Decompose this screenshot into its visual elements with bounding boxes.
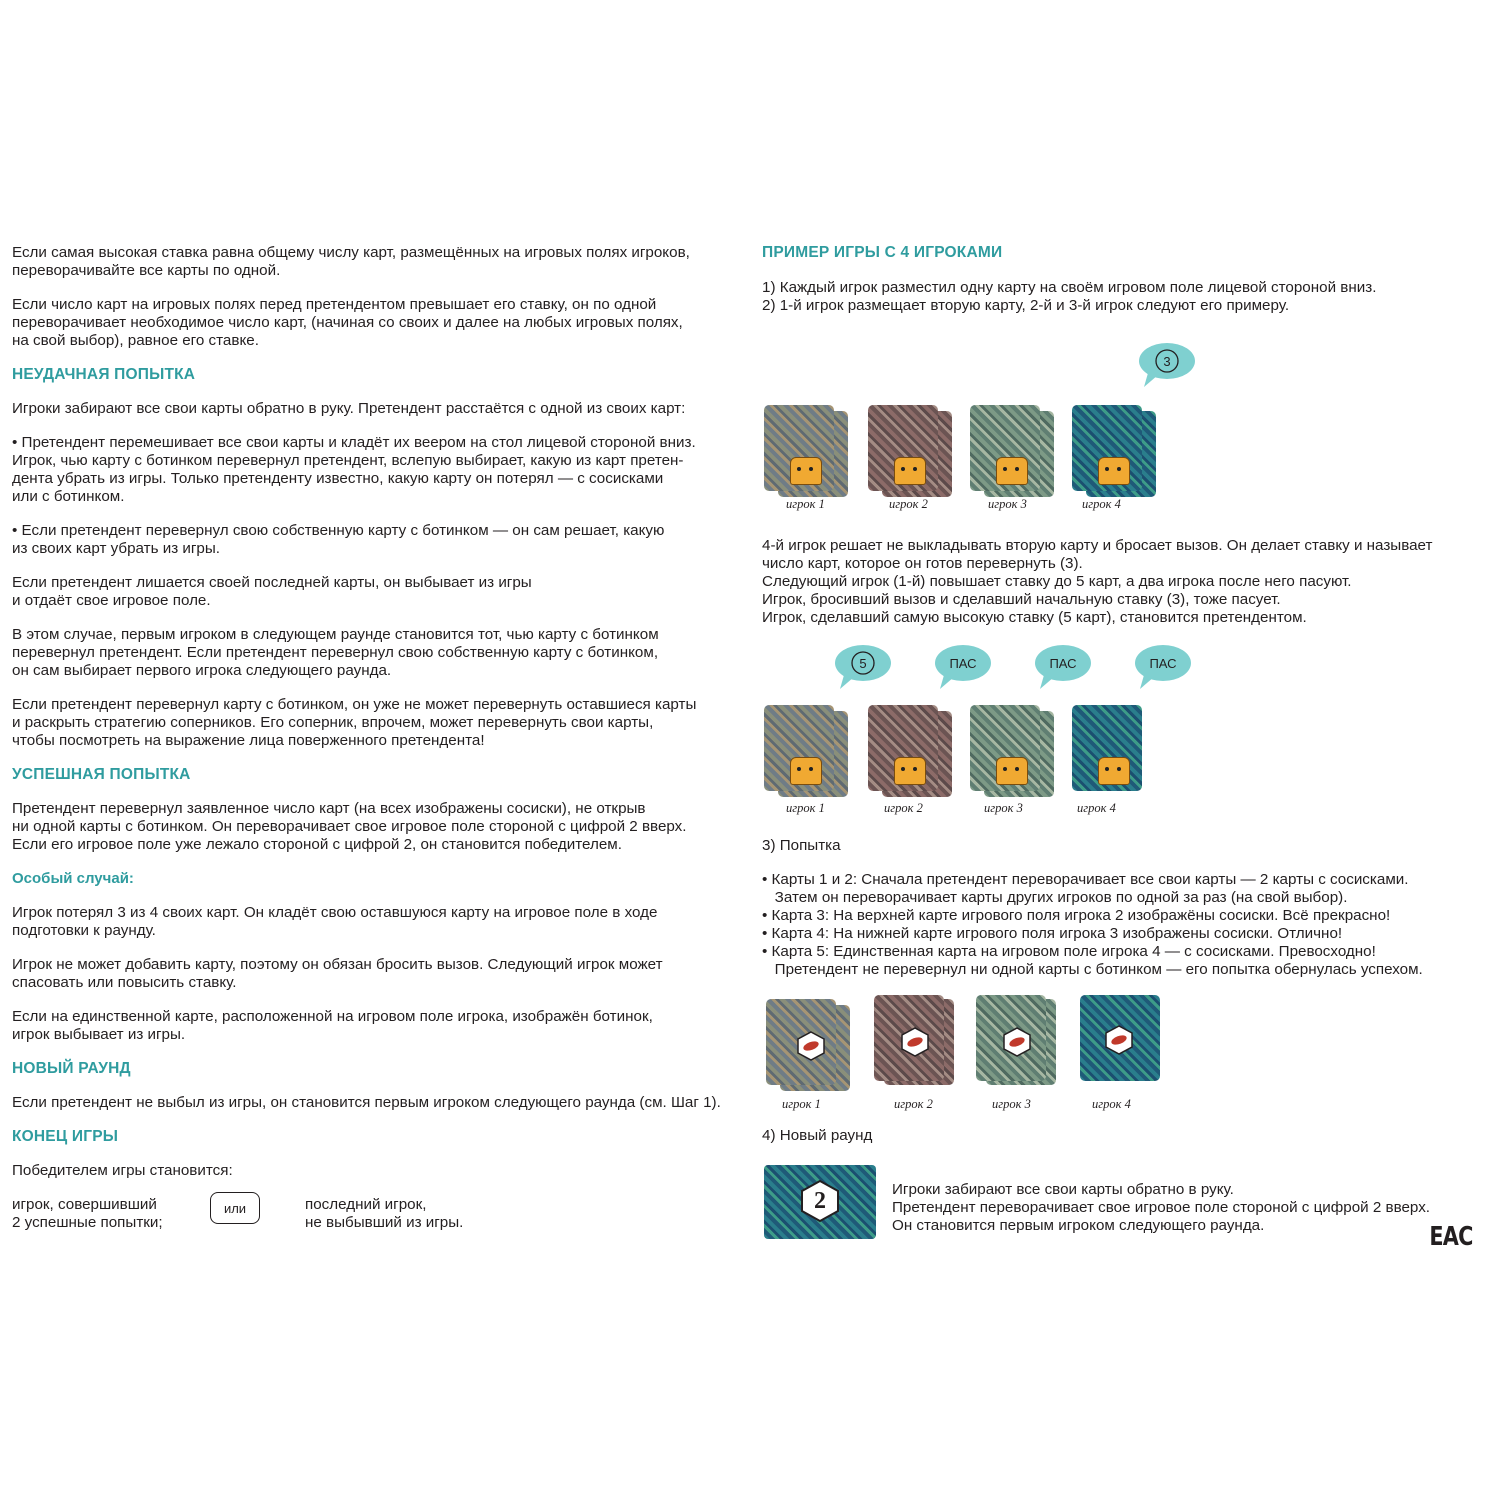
bubble-text: 3 <box>1163 353 1171 369</box>
new-round-paragraph: Игроки забирают все свои карты обратно в руку. Претендент переворачивает свое игровое поле стороной с цифрой 2 вверх. Он становится первым игроком следующего раунда. <box>892 1181 1431 1234</box>
player-3-board <box>970 705 1060 805</box>
cat-icon <box>996 457 1028 485</box>
player-1-board <box>764 705 854 805</box>
special-paragraph-2: Игрок не может добавить карту, поэтому он обязан бросить вызов. Следующий игрок может спасовать или повысить ставку. <box>12 956 663 991</box>
card-front <box>1072 705 1142 791</box>
fail-paragraph-6: Если претендент перевернул карту с ботинком, он уже не может перевернуть оставшиеся карты и раскрыть стратегию соперников. Его соперник, впрочем, может перевернуть свои карты, чтобы посмотреть на выражение лица поверженного претендента! <box>12 696 697 749</box>
pass-bubble-player-3 <box>1032 643 1088 681</box>
example-heading: ПРИМЕР ИГРЫ С 4 ИГРОКАМИ <box>762 244 1003 261</box>
player-label: игрок 2 <box>894 1097 933 1111</box>
end-option-a: игрок, совершивший 2 успешные попытки; <box>12 1196 163 1231</box>
end-game-paragraph: Победителем игры становится: <box>12 1162 233 1179</box>
card-front <box>764 405 834 491</box>
end-option-b: последний игрок, не выбывший из игры. <box>305 1196 464 1231</box>
bid-bubble-player-4 <box>1136 341 1192 379</box>
card-front <box>868 405 938 491</box>
success-paragraph-1: Претендент перевернул заявленное число карт (на всех изображены сосиски), не открыв ни одной карты с ботинком. Он переворачивает свое игровое поле стороной с цифрой 2 вверх. Если его игровое поле уже лежало стороной с цифрой 2, он становится победителем. <box>12 800 687 853</box>
fail-heading: НЕУДАЧНАЯ ПОПЫТКА <box>12 366 196 383</box>
player-label: игрок 3 <box>984 801 1023 815</box>
player-1-board <box>762 995 852 1095</box>
cat-icon <box>894 457 926 485</box>
success-heading: УСПЕШНАЯ ПОПЫТКА <box>12 766 191 783</box>
fail-paragraph-3: • Если претендент перевернул свою собственную карту с ботинком — он сам решает, какую из своих карт убрать из игры. <box>12 522 665 557</box>
eac-mark: ЕАС <box>1429 1222 1473 1252</box>
player-3-board <box>970 405 1060 505</box>
step-4-title: 4) Новый раунд <box>762 1127 873 1144</box>
cat-icon <box>1098 757 1130 785</box>
fail-paragraph-1: Игроки забирают все свои карты обратно в руку. Претендент расстаётся с одной из своих карт: <box>12 400 686 417</box>
attempt-paragraph: • Карты 1 и 2: Сначала претендент переворачивает все свои карты — 2 карты с сосисками. Затем он переворачивает карты других игроков по одной за раз (на свой выбор). • Карта 3: На верхней карте игрового поля игрока 2 изображёны сосиски. Всё прекрасно! • Карта 4: На нижней карте игрового поля игрока 3 изображены сосиски. Отлично! • Карта 5: Единственная карта на игровом поле игрока 4 — с сосисками. Превосходно! Претендент не перевернул ни одной карты с ботинком — его попытка обернулась успехом. <box>762 871 1423 978</box>
cat-icon <box>790 457 822 485</box>
player-label: игрок 1 <box>786 801 825 815</box>
sausage-hex-icon <box>1002 1027 1032 1057</box>
player-label: игрок 2 <box>889 497 928 511</box>
bid-paragraph: 4-й игрок решает не выкладывать вторую карту и бросает вызов. Он делает ставку и называет число карт, которое он готов перевернуть (3). Следующий игрок (1-й) повышает ставку до 5 карт, а два игрока после него пасуют. Игрок, бросивший вызов и сделавший начальную ставку (3), тоже пасует. Игрок, сделавший самую высокую ставку (5 карт), становится претендентом. <box>762 537 1433 626</box>
player-4-board <box>1072 705 1162 805</box>
player-label: игрок 4 <box>1092 1097 1131 1111</box>
cards-row-3 <box>762 995 1482 1127</box>
player-label: игрок 4 <box>1077 801 1116 815</box>
step-3-title: 3) Попытка <box>762 837 841 854</box>
cards-row-1 <box>762 325 1482 515</box>
fail-paragraph-2: • Претендент перемешивает все свои карты и кладёт их веером на стол лицевой стороной вниз. Игрок, чью карту с ботинком перевернул претендент, вслепую выбирает, какую из карт претен- дента убрать из игры. Только претенденту известно, какую карту он потерял — с сосисками или с ботинком. <box>12 434 696 505</box>
fail-paragraph-5: В этом случае, первым игроком в следующем раунде становится тот, чью карту с ботинком перевернул претендент. Если претендент перевернул свою собственную карту с ботинком, он сам выбирает первого игрока следующего раунда. <box>12 626 659 679</box>
player-label: игрок 2 <box>884 801 923 815</box>
cards-row-2 <box>762 639 1482 829</box>
left-column <box>12 244 742 1234</box>
new-round-example <box>762 1165 1482 1255</box>
player-4-board <box>1072 405 1162 505</box>
player-label: игрок 4 <box>1082 497 1121 511</box>
cat-icon <box>1098 457 1130 485</box>
example-steps-1-2: 1) Каждый игрок разместил одну карту на своём игровом поле лицевой стороной вниз. 2) 1-й игрок размещает вторую карту, 2-й и 3-й игрок следуют его примеру. <box>762 279 1377 314</box>
sausage-hex-icon <box>1104 1025 1134 1055</box>
bubble-text: ПАС <box>949 655 977 671</box>
special-case-heading: Особый случай: <box>12 870 134 887</box>
bid-bubble-player-1 <box>832 643 888 681</box>
player-label: игрок 1 <box>786 497 825 511</box>
player-label: игрок 1 <box>782 1097 821 1111</box>
cat-icon <box>790 757 822 785</box>
new-round-paragraph: Если претендент не выбыл из игры, он становится первым игроком следующего раунда (см. Шаг 1). <box>12 1094 721 1111</box>
player-2-board <box>868 705 958 805</box>
cat-icon <box>894 757 926 785</box>
player-3-board <box>972 995 1062 1095</box>
or-box: или <box>210 1192 260 1224</box>
board-number: 2 <box>814 1187 826 1214</box>
player-4-board <box>1076 995 1166 1095</box>
special-paragraph-1: Игрок потерял 3 из 4 своих карт. Он кладёт свою оставшуюся карту на игровое поле в ходе подготовки к раунду. <box>12 904 658 939</box>
fail-paragraph-4: Если претендент лишается своей последней карты, он выбывает из игры и отдаёт свое игровое поле. <box>12 574 532 609</box>
player-1-board <box>764 405 854 505</box>
sausage-hex-icon <box>796 1031 826 1061</box>
bubble-text: 5 <box>859 655 867 671</box>
end-game-heading: КОНЕЦ ИГРЫ <box>12 1128 119 1145</box>
bubble-text: ПАС <box>1149 655 1177 671</box>
player-2-board <box>870 995 960 1095</box>
cat-icon <box>996 757 1028 785</box>
card-front <box>970 405 1040 491</box>
card-front <box>868 705 938 791</box>
right-column <box>762 244 1482 1255</box>
card-front <box>970 705 1040 791</box>
player-label: игрок 3 <box>988 497 1027 511</box>
intro-paragraph-1: Если самая высокая ставка равна общему числу карт, размещённых на игровых полях игроков, переворачивайте все карты по одной. <box>12 244 690 279</box>
new-round-heading: НОВЫЙ РАУНД <box>12 1060 131 1077</box>
player-2-board <box>868 405 958 505</box>
bubble-text: ПАС <box>1049 655 1077 671</box>
sausage-hex-icon <box>900 1027 930 1057</box>
player-label: игрок 3 <box>992 1097 1031 1111</box>
special-paragraph-3: Если на единственной карте, расположенной на игровом поле игрока, изображён ботинок, игрок выбывает из игры. <box>12 1008 653 1043</box>
intro-paragraph-2: Если число карт на игровых полях перед претендентом превышает его ставку, он по одной переворачивает необходимое число карт, (начиная со своих и далее на любых игровых полях, на свой выбор), равное его ставке. <box>12 296 683 349</box>
card-front <box>1072 405 1142 491</box>
end-game-conditions <box>12 1190 742 1234</box>
pass-bubble-player-2 <box>932 643 988 681</box>
card-front <box>764 705 834 791</box>
pass-bubble-player-4 <box>1132 643 1188 681</box>
